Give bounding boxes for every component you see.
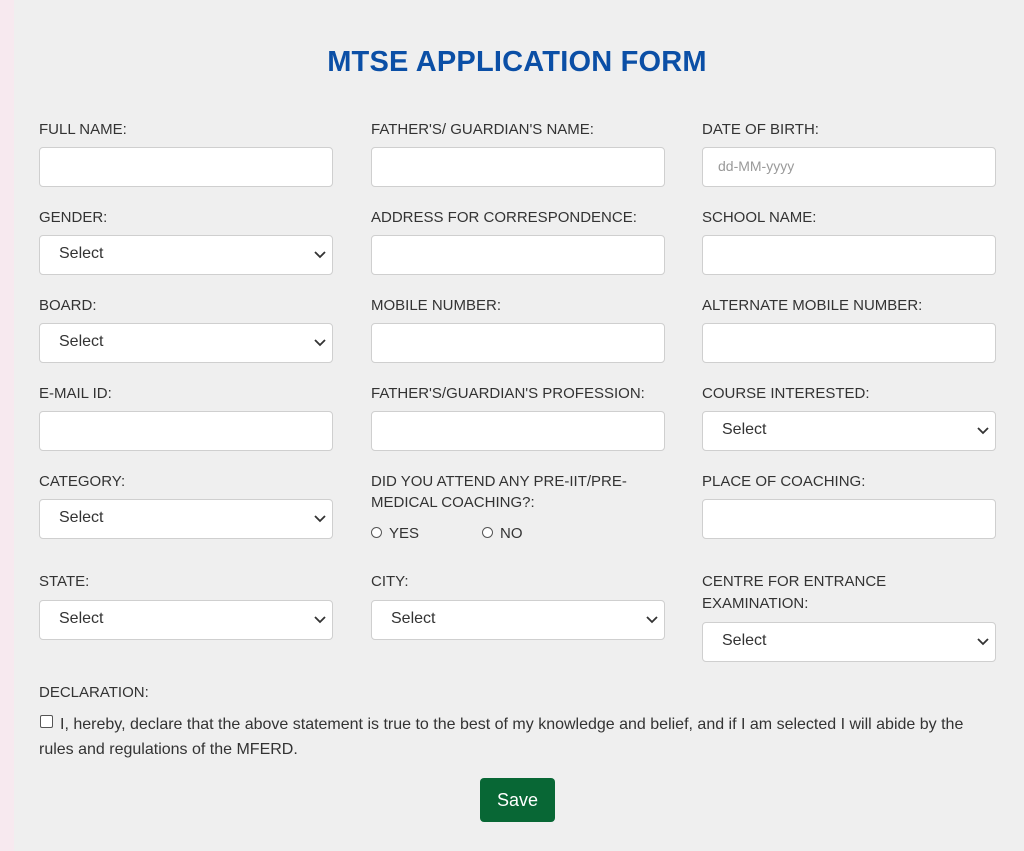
school-name-label: SCHOOL NAME: <box>702 209 817 226</box>
save-button[interactable]: Save <box>480 778 555 822</box>
mobile-input[interactable] <box>371 323 665 363</box>
chevron-down-icon <box>314 251 326 259</box>
profession-input[interactable] <box>371 411 665 451</box>
centre-label-line1: CENTRE FOR ENTRANCE <box>702 573 887 590</box>
full-name-input[interactable] <box>39 147 333 187</box>
board-select[interactable] <box>39 323 333 363</box>
address-input[interactable] <box>371 235 665 275</box>
category-select[interactable] <box>39 499 333 539</box>
school-name-input[interactable] <box>702 235 996 275</box>
city-select[interactable] <box>371 600 665 640</box>
chevron-down-icon <box>977 427 989 435</box>
category-label: CATEGORY: <box>39 473 126 490</box>
course-label: COURSE INTERESTED: <box>702 385 870 402</box>
email-input[interactable] <box>39 411 333 451</box>
address-label: ADDRESS FOR CORRESPONDENCE: <box>371 209 637 226</box>
city-label: CITY: <box>371 573 409 590</box>
coaching-label-line2: MEDICAL COACHING?: <box>371 494 535 511</box>
gender-select[interactable] <box>39 235 333 275</box>
coaching-no-radio[interactable] <box>482 527 493 538</box>
board-selected-value: Select <box>59 333 104 350</box>
declaration-label: DECLARATION: <box>39 684 149 701</box>
city-selected-value: Select <box>391 610 436 627</box>
gender-label: GENDER: <box>39 209 108 226</box>
email-label: E-MAIL ID: <box>39 385 112 402</box>
declaration-text: I, hereby, declare that the above statement is true to the best of my knowledge and belief, and if I am selected I will abide by the rules and regulations of the MFERD. <box>39 716 964 758</box>
full-name-label: FULL NAME: <box>39 121 127 138</box>
coaching-no-label: NO <box>500 525 523 542</box>
dob-label: DATE OF BIRTH: <box>702 121 819 138</box>
gender-selected-value: Select <box>59 245 104 262</box>
chevron-down-icon <box>977 638 989 646</box>
centre-label-line2: EXAMINATION: <box>702 595 809 612</box>
mobile-label: MOBILE NUMBER: <box>371 297 502 314</box>
coaching-yes-label: YES <box>389 525 420 542</box>
course-select[interactable] <box>702 411 996 451</box>
chevron-down-icon <box>314 339 326 347</box>
place-input[interactable] <box>702 499 996 539</box>
father-name-label: FATHER'S/ GUARDIAN'S NAME: <box>371 121 594 138</box>
category-selected-value: Select <box>59 509 104 526</box>
centre-selected-value: Select <box>722 632 767 649</box>
place-label: PLACE OF COACHING: <box>702 473 866 490</box>
board-label: BOARD: <box>39 297 97 314</box>
state-selected-value: Select <box>59 610 104 627</box>
dob-placeholder: dd-MM-yyyy <box>718 158 795 174</box>
state-label: STATE: <box>39 573 90 590</box>
alt-mobile-input[interactable] <box>702 323 996 363</box>
alt-mobile-label: ALTERNATE MOBILE NUMBER: <box>702 297 923 314</box>
father-name-input[interactable] <box>371 147 665 187</box>
centre-select[interactable] <box>702 622 996 662</box>
page-title: MTSE APPLICATION FORM <box>327 46 707 78</box>
profession-label: FATHER'S/GUARDIAN'S PROFESSION: <box>371 385 645 402</box>
dob-input[interactable] <box>702 147 996 187</box>
chevron-down-icon <box>314 616 326 624</box>
state-select[interactable] <box>39 600 333 640</box>
coaching-yes-radio[interactable] <box>371 527 382 538</box>
chevron-down-icon <box>314 515 326 523</box>
coaching-label-line1: DID YOU ATTEND ANY PRE-IIT/PRE- <box>371 473 627 490</box>
chevron-down-icon <box>646 616 658 624</box>
course-selected-value: Select <box>722 421 767 438</box>
